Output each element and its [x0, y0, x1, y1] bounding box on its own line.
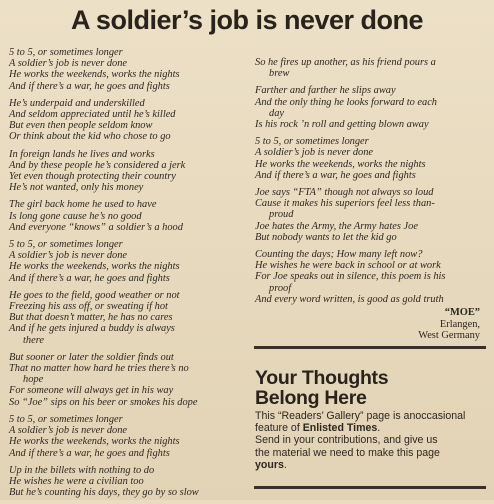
- author-name: “MOE”: [444, 307, 480, 318]
- poem-line: proud: [269, 209, 294, 221]
- poem-line: He goes to the field, good weather or not: [9, 289, 180, 301]
- publication-name: Enlisted Times: [302, 422, 378, 435]
- poem-line: He wishes he were back in school or at work: [255, 260, 441, 272]
- poem-line: A soldier’s job is never done: [9, 58, 128, 70]
- poem-line: But sooner or later the soldier finds out: [9, 351, 174, 363]
- poem-line: brew: [269, 68, 290, 80]
- poem-line: But he’s counting his days, they go by so slow: [9, 487, 199, 499]
- poem-stanza: [9, 465, 241, 499]
- poem-line: And if there’s a war, he goes and fights: [255, 169, 416, 181]
- poem-line: hope: [23, 374, 44, 386]
- poem-stanza: [9, 352, 241, 408]
- poem-line: He works the weekends, works the nights: [9, 436, 180, 448]
- poem-line: So “Joe” sips on his beer or smokes his dope: [9, 396, 198, 408]
- poem-line: And the only thing he looks forward to each: [255, 96, 438, 108]
- poem-stanza: [255, 187, 487, 243]
- poem-line: A soldier’s job is never done: [9, 425, 128, 437]
- poem-line: And by these people he’s considered a jerk: [9, 159, 186, 171]
- readers-box-text: occasional feature of: [255, 410, 469, 435]
- poem-line: 5 to 5, or sometimes longer: [9, 239, 123, 251]
- poem-line: there: [23, 334, 44, 346]
- poem-line: In foreign lands he lives and works: [9, 148, 155, 160]
- poem-stanza: [9, 98, 241, 143]
- poem-right-column: [255, 57, 487, 311]
- poem-line: And if he gets injured a buddy is always: [9, 323, 175, 335]
- divider-rule: [254, 486, 486, 489]
- poem-line: For Joe speaks out in silence, this poem is his: [255, 271, 446, 283]
- readers-box-title-line: Your Thoughts: [255, 367, 389, 389]
- poem-line: He’s underpaid and underskilled: [9, 97, 145, 109]
- poem-line: 5 to 5, or sometimes longer: [255, 136, 369, 148]
- poem-stanza: [255, 57, 487, 79]
- poem-line: The girl back home he used to have: [9, 199, 157, 211]
- publication-name: yours: [255, 458, 284, 471]
- poem-line: He works the weekends, works the nights: [255, 158, 426, 170]
- poem-line: But that doesn’t matter, he has no cares: [9, 312, 173, 324]
- poem-line: Freezing his ass off, or sweating if hot: [9, 301, 168, 313]
- poem-line: And if there’s a war, he goes and fights: [9, 80, 170, 92]
- poem-left-column: [9, 47, 241, 504]
- poem-line: day: [269, 107, 285, 119]
- divider-rule: [254, 346, 486, 349]
- headline: A soldier’s job is never done: [70, 5, 424, 35]
- poem-line: He’s not wanted, only his money: [9, 182, 144, 194]
- poem-line: Counting the days; How many left now?: [255, 249, 423, 261]
- poem-line: That no matter how hard he tries there’s no: [9, 363, 189, 375]
- poem-line: He works the weekends, works the nights: [9, 69, 180, 81]
- poem-stanza: [255, 136, 487, 181]
- poem-line: And if there’s a war, he goes and fights: [9, 447, 170, 459]
- poem-stanza: [9, 199, 241, 233]
- poem-line: proof: [269, 282, 292, 294]
- poem-stanza: [255, 249, 487, 305]
- poem-stanza: [9, 149, 241, 194]
- poem-line: Yet even though protecting their country: [9, 171, 176, 183]
- poem-stanza: [9, 47, 241, 92]
- poem-line: Joe hates the Army, the Army hates Joe: [255, 220, 418, 232]
- readers-box-text: . Send in your contributions, and give us the material we need to make this page: [255, 422, 440, 459]
- readers-box-body: [255, 410, 489, 471]
- readers-box-title-line: Belong Here: [255, 387, 367, 409]
- poem-line: He wishes he were a civilian too: [9, 475, 144, 487]
- poem-line: And every word written, is good as gold truth: [255, 293, 444, 305]
- poem-stanza: [9, 239, 241, 284]
- readers-box-text: .: [283, 458, 287, 471]
- poem-line: Is long gone cause he’s no good: [9, 210, 142, 222]
- poem-line: A soldier’s job is never done: [9, 250, 128, 262]
- poem-stanza: [9, 414, 241, 459]
- poem-line: For someone will always get in his way: [9, 385, 174, 397]
- poem-line: 5 to 5, or sometimes longer: [9, 413, 123, 425]
- poem-line: Up in the billets with nothing to do: [9, 464, 155, 476]
- poem-line: Cause it makes his superiors feel less than-: [255, 198, 435, 210]
- poem-line: And everyone “knows” a soldier’s a hood: [9, 221, 183, 233]
- poem-line: A soldier’s job is never done: [255, 147, 374, 159]
- poem-line: But even then people seldom know: [9, 120, 153, 132]
- author-country: West Germany: [418, 330, 480, 341]
- signature: [418, 307, 480, 342]
- poem-line: He works the weekends, works the nights: [9, 261, 180, 273]
- poem-stanza: [9, 290, 241, 346]
- poem-stanza: [255, 85, 487, 130]
- poem-line: But nobody wants to let the kid go: [255, 231, 397, 243]
- poem-line: Farther and farther he slips away: [255, 85, 396, 97]
- poem-line: Joe says “FTA” though not always so loud: [255, 187, 434, 199]
- poem-line: Or think about the kid who chose to go: [9, 131, 171, 143]
- poem-line: Is his rock ’n roll and getting blown away: [255, 119, 429, 131]
- poem-line: And seldom appreciated until he’s killed: [9, 109, 176, 121]
- poem-line: 5 to 5, or sometimes longer: [9, 47, 123, 58]
- readers-box-text: This “Readers’ Gallery” page is an: [255, 410, 416, 422]
- poem-line: And if there’s a war, he goes and fights: [9, 272, 170, 284]
- author-city: Erlangen,: [439, 318, 480, 330]
- readers-box-title: [255, 368, 487, 408]
- poem-line: So he fires up another, as his friend pours a: [255, 57, 436, 68]
